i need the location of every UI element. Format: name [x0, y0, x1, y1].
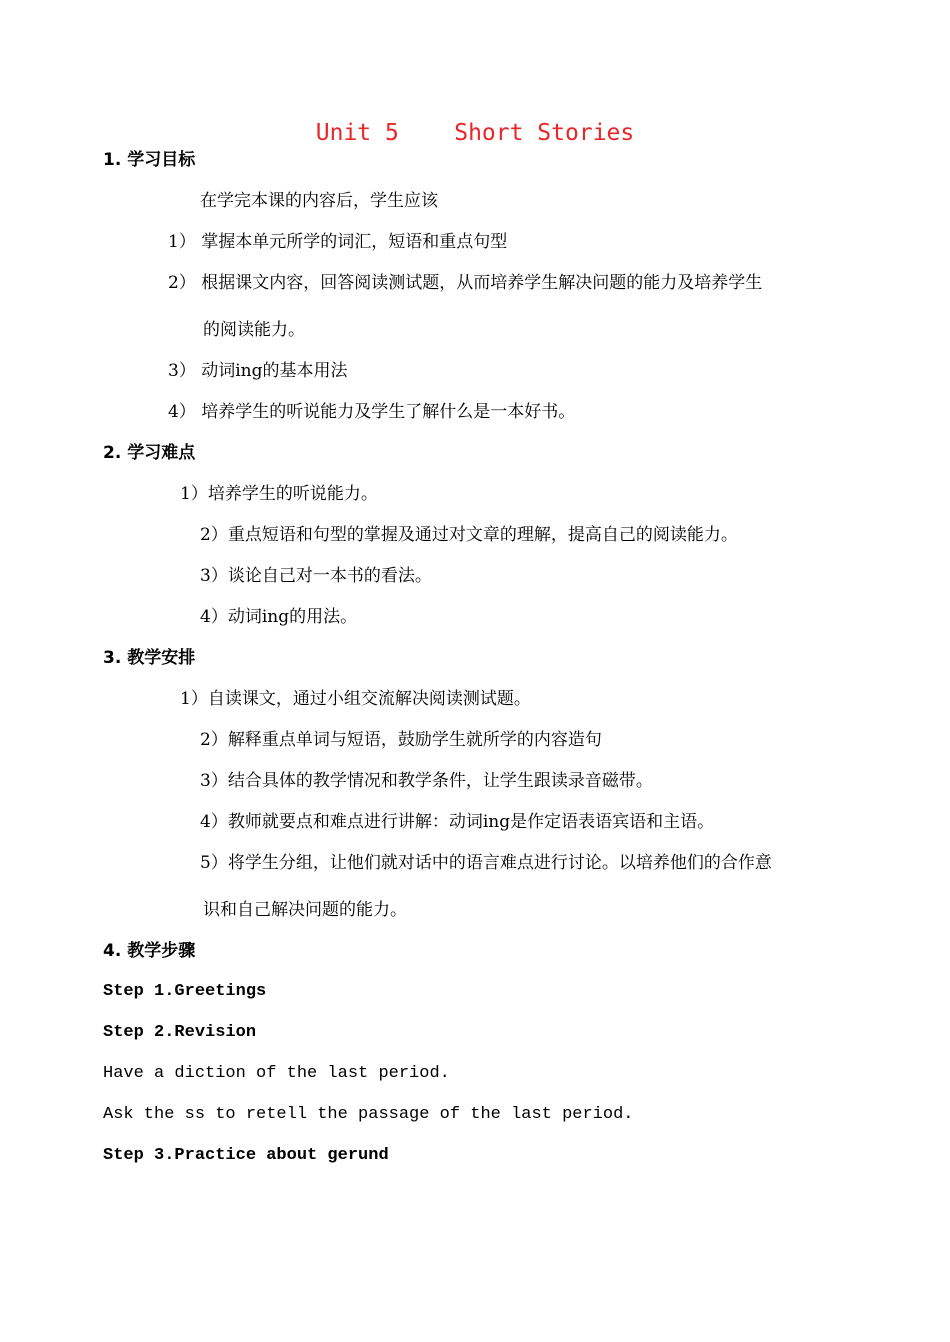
difficulties-item: 3）谈论自己对一本书的看法。 [200, 566, 432, 586]
arrangement-item: 4）教师就要点和难点进行讲解：动词ing是作定语表语宾语和主语。 [200, 812, 715, 832]
objectives-intro: 在学完本课的内容后，学生应该 [200, 191, 438, 211]
arrangement-item: 5）将学生分组，让他们就对话中的语言难点进行讨论。以培养他们的合作意 [200, 853, 772, 873]
step-heading: Step 2.Revision [103, 1023, 257, 1042]
step-heading: Step 1.Greetings [103, 982, 267, 1001]
difficulties-item: 2）重点短语和句型的掌握及通过对文章的理解，提高自己的阅读能力。 [200, 525, 738, 545]
page-title: Unit 5 Short Stories [315, 120, 635, 146]
section-heading-objectives: 1. 学习目标 [103, 150, 196, 170]
arrangement-item: 1）自读课文，通过小组交流解决阅读测试题。 [180, 689, 531, 709]
section-heading-steps: 4. 教学步骤 [103, 941, 196, 961]
arrangement-item: 3）结合具体的教学情况和教学条件，让学生跟读录音磁带。 [200, 771, 653, 791]
arrangement-item-continued: 识和自己解决问题的能力。 [203, 900, 407, 920]
step-text: Ask the ss to retell the passage of the last period. [103, 1105, 634, 1124]
objectives-item: 2） 根据课文内容，回答阅读测试题，从而培养学生解决问题的能力及培养学生 [168, 273, 763, 293]
section-heading-difficulties: 2. 学习难点 [103, 443, 196, 463]
objectives-item: 1） 掌握本单元所学的词汇，短语和重点句型 [168, 232, 508, 252]
objectives-item-continued: 的阅读能力。 [203, 320, 305, 340]
objectives-item: 3） 动词ing的基本用法 [168, 361, 348, 381]
objectives-item: 4） 培养学生的听说能力及学生了解什么是一本好书。 [168, 402, 576, 422]
step-text: Have a diction of the last period. [103, 1064, 450, 1083]
section-heading-arrangement: 3. 教学安排 [103, 648, 196, 668]
difficulties-item: 1）培养学生的听说能力。 [180, 484, 378, 504]
difficulties-item: 4）动词ing的用法。 [200, 607, 358, 627]
step-heading: Step 3.Practice about gerund [103, 1146, 389, 1165]
arrangement-item: 2）解释重点单词与短语，鼓励学生就所学的内容造句 [200, 730, 602, 750]
